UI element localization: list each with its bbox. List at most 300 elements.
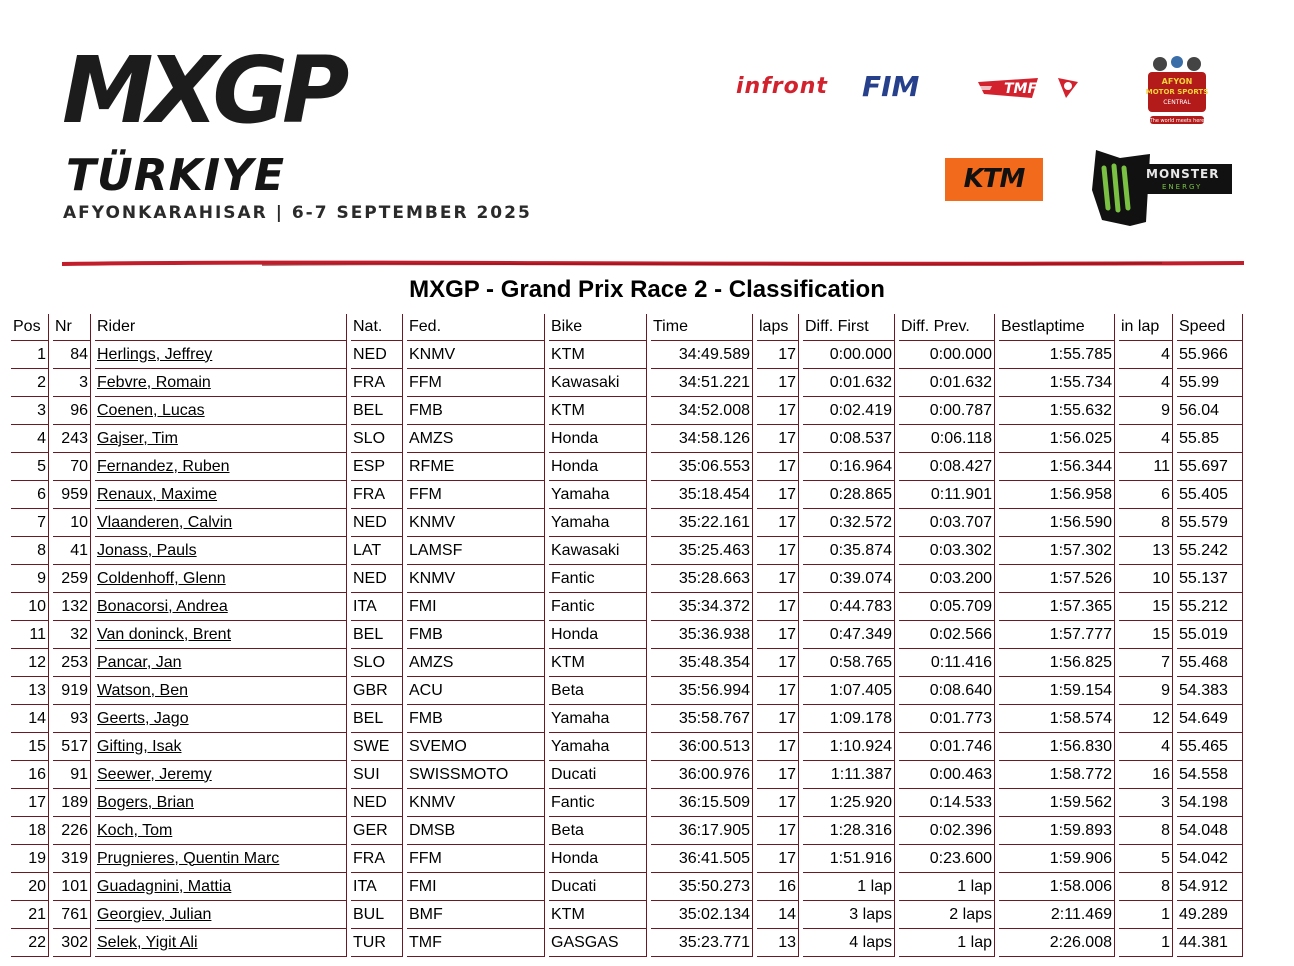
cell-laps: 17 bbox=[757, 593, 799, 621]
cell-nr: 761 bbox=[53, 901, 91, 929]
cell-bestlaptime: 1:56.958 bbox=[999, 481, 1115, 509]
cell-nat: GER bbox=[351, 817, 403, 845]
fim-logo: FIM bbox=[862, 70, 920, 103]
cell-nat: NED bbox=[351, 509, 403, 537]
cell-diff-first: 0:35.874 bbox=[803, 537, 895, 565]
cell-bike: Yamaha bbox=[549, 733, 647, 761]
cell-diff-first: 0:39.074 bbox=[803, 565, 895, 593]
rider-link[interactable]: Febvre, Romain bbox=[97, 373, 211, 391]
cell-laps: 17 bbox=[757, 649, 799, 677]
cell-bestlaptime: 1:59.906 bbox=[999, 845, 1115, 873]
cell-time: 36:00.976 bbox=[651, 761, 753, 789]
cell-time: 34:58.126 bbox=[651, 425, 753, 453]
cell-diff-first: 1 lap bbox=[803, 873, 895, 901]
cell-time: 35:06.553 bbox=[651, 453, 753, 481]
cell-rider bbox=[95, 817, 347, 845]
cell-speed: 55.405 bbox=[1177, 481, 1243, 509]
cell-diff-first: 1:07.405 bbox=[803, 677, 895, 705]
cell-nat: ITA bbox=[351, 873, 403, 901]
cell-fed: KNMV bbox=[407, 341, 545, 369]
cell-bike: Ducati bbox=[549, 761, 647, 789]
table-header-row bbox=[11, 314, 1243, 341]
cell-time: 35:58.767 bbox=[651, 705, 753, 733]
cell-pos: 1 bbox=[11, 341, 49, 369]
cell-bike: Fantic bbox=[549, 789, 647, 817]
cell-laps: 17 bbox=[757, 621, 799, 649]
cell-speed: 55.468 bbox=[1177, 649, 1243, 677]
rider-link[interactable]: Seewer, Jeremy bbox=[97, 765, 212, 783]
cell-pos: 7 bbox=[11, 509, 49, 537]
cell-speed: 55.019 bbox=[1177, 621, 1243, 649]
rider-link[interactable]: Coenen, Lucas bbox=[97, 401, 205, 419]
rider-link[interactable]: Herlings, Jeffrey bbox=[97, 345, 213, 363]
col-header-laps: laps bbox=[757, 314, 799, 341]
table-row bbox=[11, 537, 1243, 565]
cell-speed: 54.912 bbox=[1177, 873, 1243, 901]
cell-speed: 49.289 bbox=[1177, 901, 1243, 929]
cell-bestlaptime: 1:56.830 bbox=[999, 733, 1115, 761]
table-row bbox=[11, 817, 1243, 845]
cell-pos: 13 bbox=[11, 677, 49, 705]
cell-bestlaptime: 1:57.365 bbox=[999, 593, 1115, 621]
cell-time: 34:49.589 bbox=[651, 341, 753, 369]
cell-diff-first: 0:02.419 bbox=[803, 397, 895, 425]
cell-time: 35:34.372 bbox=[651, 593, 753, 621]
cell-bike: GASGAS bbox=[549, 929, 647, 957]
cell-speed: 54.048 bbox=[1177, 817, 1243, 845]
cell-in-lap: 4 bbox=[1119, 369, 1173, 397]
cell-bike: Beta bbox=[549, 817, 647, 845]
cell-time: 36:00.513 bbox=[651, 733, 753, 761]
cell-diff-first: 3 laps bbox=[803, 901, 895, 929]
cell-laps: 17 bbox=[757, 565, 799, 593]
cell-speed: 54.198 bbox=[1177, 789, 1243, 817]
cell-nr: 517 bbox=[53, 733, 91, 761]
cell-fed: FFM bbox=[407, 369, 545, 397]
table-row bbox=[11, 677, 1243, 705]
cell-laps: 17 bbox=[757, 537, 799, 565]
cell-time: 35:28.663 bbox=[651, 565, 753, 593]
table-row bbox=[11, 593, 1243, 621]
cell-bestlaptime: 1:55.632 bbox=[999, 397, 1115, 425]
cell-diff-prev: 0:00.787 bbox=[899, 397, 995, 425]
cell-diff-prev: 0:11.901 bbox=[899, 481, 995, 509]
rider-link[interactable]: Bonacorsi, Andrea bbox=[97, 597, 228, 615]
cell-laps: 17 bbox=[757, 817, 799, 845]
cell-rider bbox=[95, 621, 347, 649]
table-body bbox=[11, 341, 1243, 957]
cell-laps: 17 bbox=[757, 369, 799, 397]
cell-time: 36:41.505 bbox=[651, 845, 753, 873]
cell-fed: KNMV bbox=[407, 509, 545, 537]
cell-in-lap: 10 bbox=[1119, 565, 1173, 593]
cell-bestlaptime: 1:58.772 bbox=[999, 761, 1115, 789]
col-header-in-lap: in lap bbox=[1119, 314, 1173, 341]
table-row bbox=[11, 845, 1243, 873]
cell-laps: 17 bbox=[757, 425, 799, 453]
cell-in-lap: 9 bbox=[1119, 677, 1173, 705]
cell-fed: FMB bbox=[407, 621, 545, 649]
cell-fed: FFM bbox=[407, 845, 545, 873]
cell-speed: 55.697 bbox=[1177, 453, 1243, 481]
classification-table bbox=[7, 314, 1247, 957]
cell-diff-prev: 0:00.000 bbox=[899, 341, 995, 369]
cell-time: 34:51.221 bbox=[651, 369, 753, 397]
cell-bestlaptime: 1:57.777 bbox=[999, 621, 1115, 649]
cell-in-lap: 7 bbox=[1119, 649, 1173, 677]
cell-diff-first: 1:09.178 bbox=[803, 705, 895, 733]
rider-link[interactable]: Gifting, Isak bbox=[97, 737, 182, 755]
cell-laps: 17 bbox=[757, 453, 799, 481]
cell-bike: Beta bbox=[549, 677, 647, 705]
rider-link[interactable]: Geerts, Jago bbox=[97, 709, 189, 727]
cell-nr: 10 bbox=[53, 509, 91, 537]
cell-in-lap: 13 bbox=[1119, 537, 1173, 565]
cell-laps: 17 bbox=[757, 845, 799, 873]
afyon-line2: MOTOR SPORTS bbox=[1145, 88, 1209, 96]
cell-laps: 17 bbox=[757, 397, 799, 425]
cell-laps: 14 bbox=[757, 901, 799, 929]
table-row bbox=[11, 873, 1243, 901]
cell-fed: KNMV bbox=[407, 565, 545, 593]
afyon-motor-sports-logo bbox=[1144, 54, 1210, 126]
cell-time: 35:18.454 bbox=[651, 481, 753, 509]
cell-fed: AMZS bbox=[407, 649, 545, 677]
cell-diff-prev: 0:01.746 bbox=[899, 733, 995, 761]
cell-speed: 55.212 bbox=[1177, 593, 1243, 621]
cell-fed: FFM bbox=[407, 481, 545, 509]
table-row bbox=[11, 901, 1243, 929]
mxgp-logo bbox=[62, 48, 407, 130]
rider-link[interactable]: Vlaanderen, Calvin bbox=[97, 513, 233, 531]
cell-nr: 96 bbox=[53, 397, 91, 425]
table-row bbox=[11, 621, 1243, 649]
cell-nr: 32 bbox=[53, 621, 91, 649]
cell-nat: SLO bbox=[351, 649, 403, 677]
cell-fed: SWISSMOTO bbox=[407, 761, 545, 789]
cell-laps: 17 bbox=[757, 733, 799, 761]
cell-diff-prev: 0:00.463 bbox=[899, 761, 995, 789]
cell-in-lap: 1 bbox=[1119, 929, 1173, 957]
rider-link[interactable]: Fernandez, Ruben bbox=[97, 457, 230, 475]
cell-nat: SWE bbox=[351, 733, 403, 761]
cell-diff-prev: 0:14.533 bbox=[899, 789, 995, 817]
cell-diff-prev: 0:06.118 bbox=[899, 425, 995, 453]
cell-diff-first: 0:00.000 bbox=[803, 341, 895, 369]
cell-rider bbox=[95, 425, 347, 453]
cell-speed: 55.99 bbox=[1177, 369, 1243, 397]
cell-nr: 253 bbox=[53, 649, 91, 677]
cell-in-lap: 5 bbox=[1119, 845, 1173, 873]
afyon-line3: CENTRAL bbox=[1163, 99, 1191, 106]
col-header-diff-first: Diff. First bbox=[803, 314, 895, 341]
cell-rider bbox=[95, 341, 347, 369]
cell-rider bbox=[95, 873, 347, 901]
cell-nat: BEL bbox=[351, 621, 403, 649]
cell-time: 35:22.161 bbox=[651, 509, 753, 537]
monster-line2: ENERGY bbox=[1162, 183, 1203, 191]
col-header-nat: Nat. bbox=[351, 314, 403, 341]
cell-bike: KTM bbox=[549, 341, 647, 369]
infront-logo: infront bbox=[736, 74, 828, 99]
cell-pos: 11 bbox=[11, 621, 49, 649]
cell-bike: Kawasaki bbox=[549, 537, 647, 565]
event-header bbox=[0, 0, 1294, 275]
cell-pos: 3 bbox=[11, 397, 49, 425]
cell-laps: 17 bbox=[757, 705, 799, 733]
rider-link[interactable]: Bogers, Brian bbox=[97, 793, 194, 811]
cell-pos: 5 bbox=[11, 453, 49, 481]
cell-nat: FRA bbox=[351, 369, 403, 397]
cell-rider bbox=[95, 537, 347, 565]
cell-diff-first: 1:51.916 bbox=[803, 845, 895, 873]
cell-fed: FMB bbox=[407, 705, 545, 733]
cell-pos: 8 bbox=[11, 537, 49, 565]
afyon-tagline: The world meets here bbox=[1149, 118, 1205, 124]
cell-nr: 319 bbox=[53, 845, 91, 873]
cell-diff-first: 0:01.632 bbox=[803, 369, 895, 397]
col-header-bestlaptime: Bestlaptime bbox=[999, 314, 1115, 341]
cell-diff-first: 1:28.316 bbox=[803, 817, 895, 845]
col-header-fed: Fed. bbox=[407, 314, 545, 341]
cell-diff-prev: 0:08.427 bbox=[899, 453, 995, 481]
cell-pos: 6 bbox=[11, 481, 49, 509]
cell-time: 35:36.938 bbox=[651, 621, 753, 649]
event-location-date: AFYONKARAHISAR | 6-7 SEPTEMBER 2025 bbox=[63, 203, 532, 223]
cell-diff-prev: 0:03.302 bbox=[899, 537, 995, 565]
cell-nat: TUR bbox=[351, 929, 403, 957]
cell-bike: Kawasaki bbox=[549, 369, 647, 397]
cell-fed: FMI bbox=[407, 873, 545, 901]
cell-nat: NED bbox=[351, 341, 403, 369]
table-row bbox=[11, 733, 1243, 761]
cell-time: 34:52.008 bbox=[651, 397, 753, 425]
cell-nat: LAT bbox=[351, 537, 403, 565]
cell-bike: Yamaha bbox=[549, 481, 647, 509]
event-name: TÜRKIYE bbox=[66, 150, 286, 201]
cell-speed: 54.383 bbox=[1177, 677, 1243, 705]
rider-link[interactable]: Prugnieres, Quentin Marc bbox=[97, 849, 280, 867]
cell-bestlaptime: 1:57.302 bbox=[999, 537, 1115, 565]
cell-speed: 56.04 bbox=[1177, 397, 1243, 425]
cell-nr: 302 bbox=[53, 929, 91, 957]
cell-pos: 21 bbox=[11, 901, 49, 929]
cell-fed: TMF bbox=[407, 929, 545, 957]
cell-speed: 55.137 bbox=[1177, 565, 1243, 593]
cell-in-lap: 12 bbox=[1119, 705, 1173, 733]
cell-nr: 70 bbox=[53, 453, 91, 481]
cell-diff-first: 1:11.387 bbox=[803, 761, 895, 789]
cell-nat: ITA bbox=[351, 593, 403, 621]
cell-bike: Honda bbox=[549, 453, 647, 481]
cell-nat: FRA bbox=[351, 481, 403, 509]
cell-bestlaptime: 1:57.526 bbox=[999, 565, 1115, 593]
rider-link[interactable]: Pancar, Jan bbox=[97, 653, 182, 671]
rider-link[interactable]: Jonass, Pauls bbox=[97, 541, 197, 559]
rider-link[interactable]: Koch, Tom bbox=[97, 821, 173, 839]
cell-diff-first: 0:44.783 bbox=[803, 593, 895, 621]
rider-link[interactable]: Coldenhoff, Glenn bbox=[97, 569, 226, 587]
cell-rider bbox=[95, 761, 347, 789]
cell-in-lap: 8 bbox=[1119, 817, 1173, 845]
cell-bestlaptime: 2:11.469 bbox=[999, 901, 1115, 929]
cell-pos: 17 bbox=[11, 789, 49, 817]
rider-link[interactable]: Van doninck, Brent bbox=[97, 625, 232, 643]
cell-in-lap: 4 bbox=[1119, 341, 1173, 369]
cell-pos: 14 bbox=[11, 705, 49, 733]
cell-fed: FMI bbox=[407, 593, 545, 621]
table-row bbox=[11, 481, 1243, 509]
cell-pos: 19 bbox=[11, 845, 49, 873]
mxgp-logo-text: MXGP bbox=[62, 48, 344, 130]
cell-time: 35:25.463 bbox=[651, 537, 753, 565]
rider-link[interactable]: Georgiev, Julian bbox=[97, 905, 212, 923]
cell-speed: 55.966 bbox=[1177, 341, 1243, 369]
cell-diff-prev: 0:08.640 bbox=[899, 677, 995, 705]
cell-in-lap: 16 bbox=[1119, 761, 1173, 789]
cell-in-lap: 6 bbox=[1119, 481, 1173, 509]
cell-speed: 54.042 bbox=[1177, 845, 1243, 873]
monster-line1: MONSTER bbox=[1146, 167, 1220, 181]
col-header-rider: Rider bbox=[95, 314, 347, 341]
cell-nr: 132 bbox=[53, 593, 91, 621]
cell-time: 35:50.273 bbox=[651, 873, 753, 901]
cell-bestlaptime: 2:26.008 bbox=[999, 929, 1115, 957]
cell-nat: GBR bbox=[351, 677, 403, 705]
cell-bike: Yamaha bbox=[549, 705, 647, 733]
table-row bbox=[11, 761, 1243, 789]
cell-diff-prev: 0:05.709 bbox=[899, 593, 995, 621]
cell-pos: 9 bbox=[11, 565, 49, 593]
cell-rider bbox=[95, 677, 347, 705]
cell-nr: 259 bbox=[53, 565, 91, 593]
cell-laps: 17 bbox=[757, 341, 799, 369]
cell-in-lap: 4 bbox=[1119, 733, 1173, 761]
monster-energy-logo bbox=[1090, 150, 1234, 226]
ktm-logo bbox=[945, 158, 1043, 201]
cell-rider bbox=[95, 565, 347, 593]
cell-diff-prev: 0:03.200 bbox=[899, 565, 995, 593]
cell-in-lap: 9 bbox=[1119, 397, 1173, 425]
cell-bestlaptime: 1:56.344 bbox=[999, 453, 1115, 481]
cell-speed: 54.558 bbox=[1177, 761, 1243, 789]
cell-nat: SLO bbox=[351, 425, 403, 453]
cell-nr: 93 bbox=[53, 705, 91, 733]
cell-fed: ACU bbox=[407, 677, 545, 705]
cell-diff-first: 0:58.765 bbox=[803, 649, 895, 677]
cell-diff-prev: 0:11.416 bbox=[899, 649, 995, 677]
cell-bestlaptime: 1:59.562 bbox=[999, 789, 1115, 817]
cell-speed: 55.465 bbox=[1177, 733, 1243, 761]
table-row bbox=[11, 369, 1243, 397]
cell-bike: Honda bbox=[549, 845, 647, 873]
table-row bbox=[11, 929, 1243, 957]
cell-nr: 84 bbox=[53, 341, 91, 369]
table-row bbox=[11, 425, 1243, 453]
cell-fed: DMSB bbox=[407, 817, 545, 845]
cell-bestlaptime: 1:56.590 bbox=[999, 509, 1115, 537]
cell-rider bbox=[95, 705, 347, 733]
cell-fed: SVEMO bbox=[407, 733, 545, 761]
rider-link[interactable]: Renaux, Maxime bbox=[97, 485, 218, 503]
cell-rider bbox=[95, 369, 347, 397]
cell-bike: Fantic bbox=[549, 565, 647, 593]
cell-diff-prev: 0:01.632 bbox=[899, 369, 995, 397]
cell-bike: KTM bbox=[549, 649, 647, 677]
cell-fed: BMF bbox=[407, 901, 545, 929]
cell-rider bbox=[95, 481, 347, 509]
cell-laps: 17 bbox=[757, 481, 799, 509]
cell-pos: 4 bbox=[11, 425, 49, 453]
table-row bbox=[11, 705, 1243, 733]
cell-bestlaptime: 1:55.734 bbox=[999, 369, 1115, 397]
cell-rider bbox=[95, 929, 347, 957]
table-row bbox=[11, 397, 1243, 425]
cell-nr: 41 bbox=[53, 537, 91, 565]
rider-link[interactable]: Selek, Yigit Ali bbox=[97, 933, 198, 951]
rider-link[interactable]: Guadagnini, Mattia bbox=[97, 877, 232, 895]
cell-nat: ESP bbox=[351, 453, 403, 481]
cell-nat: BUL bbox=[351, 901, 403, 929]
rider-link[interactable]: Watson, Ben bbox=[97, 681, 189, 699]
cell-diff-first: 0:32.572 bbox=[803, 509, 895, 537]
cell-diff-prev: 0:02.566 bbox=[899, 621, 995, 649]
cell-in-lap: 3 bbox=[1119, 789, 1173, 817]
cell-pos: 10 bbox=[11, 593, 49, 621]
cell-bike: KTM bbox=[549, 901, 647, 929]
cell-rider bbox=[95, 593, 347, 621]
cell-rider bbox=[95, 845, 347, 873]
cell-diff-first: 0:28.865 bbox=[803, 481, 895, 509]
cell-in-lap: 4 bbox=[1119, 425, 1173, 453]
cell-rider bbox=[95, 649, 347, 677]
table-row bbox=[11, 789, 1243, 817]
cell-rider bbox=[95, 453, 347, 481]
cell-bike: KTM bbox=[549, 397, 647, 425]
cell-laps: 17 bbox=[757, 789, 799, 817]
cell-speed: 55.242 bbox=[1177, 537, 1243, 565]
cell-nr: 189 bbox=[53, 789, 91, 817]
cell-bestlaptime: 1:58.006 bbox=[999, 873, 1115, 901]
cell-fed: RFME bbox=[407, 453, 545, 481]
cell-in-lap: 11 bbox=[1119, 453, 1173, 481]
cell-in-lap: 15 bbox=[1119, 621, 1173, 649]
cell-in-lap: 8 bbox=[1119, 509, 1173, 537]
cell-nat: NED bbox=[351, 565, 403, 593]
cell-rider bbox=[95, 509, 347, 537]
cell-time: 35:23.771 bbox=[651, 929, 753, 957]
cell-fed: KNMV bbox=[407, 789, 545, 817]
col-header-bike: Bike bbox=[549, 314, 647, 341]
cell-diff-prev: 0:03.707 bbox=[899, 509, 995, 537]
cell-laps: 13 bbox=[757, 929, 799, 957]
cell-time: 35:48.354 bbox=[651, 649, 753, 677]
cell-bike: Honda bbox=[549, 621, 647, 649]
cell-nr: 3 bbox=[53, 369, 91, 397]
cell-diff-prev: 1 lap bbox=[899, 873, 995, 901]
cell-rider bbox=[95, 789, 347, 817]
rider-link[interactable]: Gajser, Tim bbox=[97, 429, 178, 447]
cell-diff-first: 4 laps bbox=[803, 929, 895, 957]
col-header-nr: Nr bbox=[53, 314, 91, 341]
cell-nat: FRA bbox=[351, 845, 403, 873]
cell-speed: 54.649 bbox=[1177, 705, 1243, 733]
header-divider-line bbox=[62, 258, 1244, 270]
cell-rider bbox=[95, 901, 347, 929]
cell-pos: 2 bbox=[11, 369, 49, 397]
cell-nr: 226 bbox=[53, 817, 91, 845]
cell-nat: SUI bbox=[351, 761, 403, 789]
